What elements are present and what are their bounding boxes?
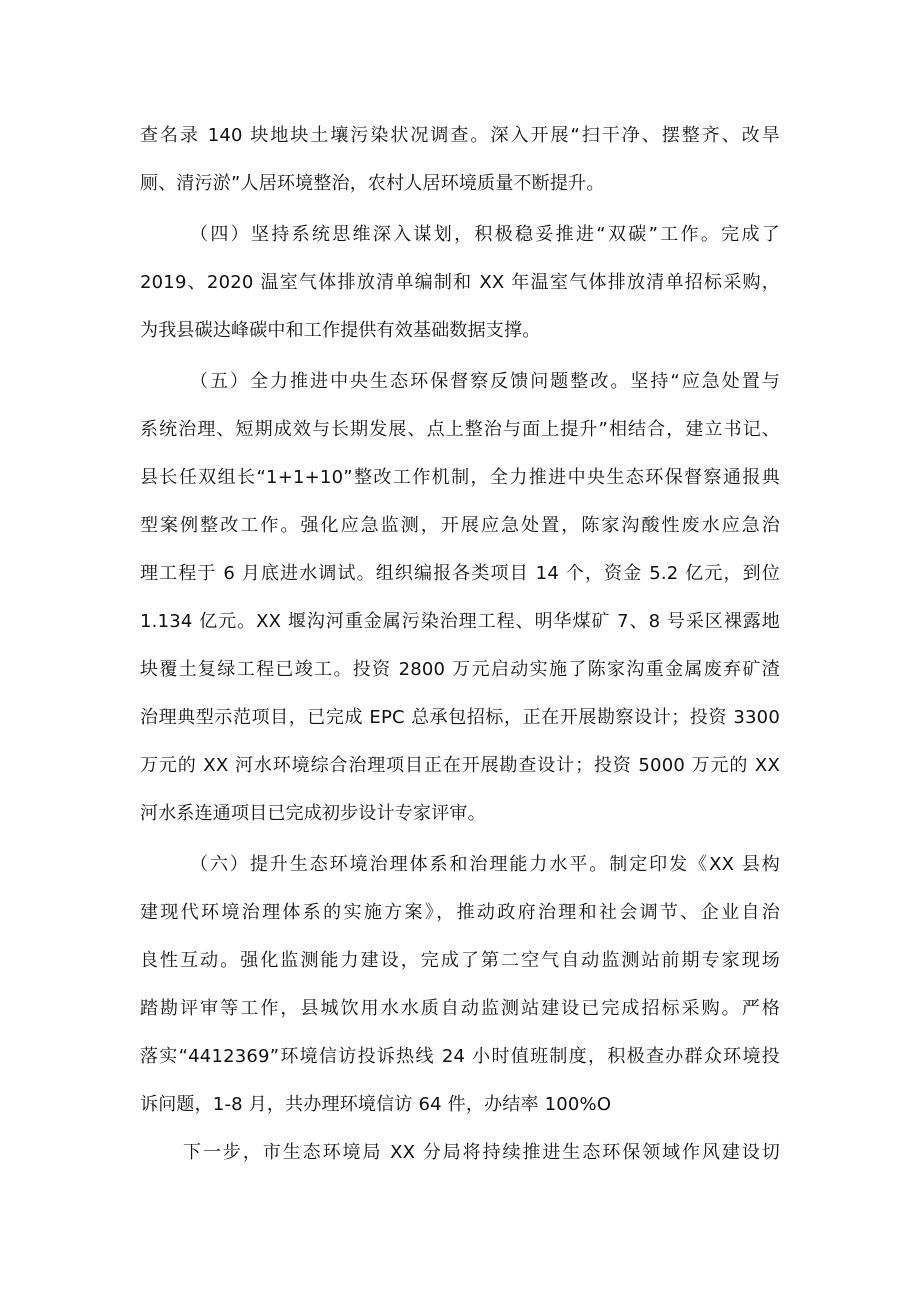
paragraph-line: 河水系连通项目已完成初步设计专家评审。 bbox=[140, 803, 486, 824]
paragraph-line: 型案例整改工作。强化应急监测，开展应急处置，陈家沟酸性废水应急治 bbox=[140, 515, 780, 536]
paragraph-line: 下一步，市生态环境局 XX 分局将持续推进生态环保领域作风建设切 bbox=[183, 1142, 780, 1163]
paragraph-line: 1.134 亿元。XX 堰沟河重金属污染治理工程、明华煤矿 7、8 号采区裸露地 bbox=[140, 611, 780, 632]
paragraph-line: 理工程于 6 月底进水调试。组织编报各类项目 14 个，资金 5.2 亿元，到位 bbox=[140, 563, 780, 584]
paragraph-line: 系统治理、短期成效与长期发展、点上整治与面上提升”相结合，建立书记、 bbox=[140, 419, 780, 440]
paragraph-line: 块覆土复绿工程已竣工。投资 2800 万元启动实施了陈家沟重金属废弃矿渣 bbox=[140, 659, 780, 680]
paragraph-line: 万元的 XX 河水环境综合治理项目正在开展勘查设计；投资 5000 万元的 XX bbox=[140, 755, 780, 776]
paragraph-line: （四）坚持系统思维深入谋划，积极稳妥推进“双碳”工作。完成了 bbox=[190, 224, 780, 245]
paragraph-line: 厕、清污淤”人居环境整治，农村人居环境质量不断提升。 bbox=[140, 173, 605, 194]
paragraph-line: 踏勘评审等工作，县城饮用水水质自动监测站建设已完成招标采购。严格 bbox=[140, 998, 780, 1019]
paragraph-line: 2019、2020 温室气体排放清单编制和 XX 年温室气体排放清单招标采购， bbox=[140, 272, 780, 293]
paragraph-line: 落实“4412369”环境信访投诉热线 24 小时值班制度，积极查办群众环境投 bbox=[140, 1046, 780, 1067]
paragraph-line: 查名录 140 块地块土壤污染状况调查。深入开展“扫干净、摆整齐、改旱 bbox=[140, 125, 780, 146]
paragraph-line: （五）全力推进中央生态环保督察反馈问题整改。坚持“应急处置与 bbox=[190, 371, 780, 392]
paragraph-line: 建现代环境治理体系的实施方案》，推动政府治理和社会调节、企业自治 bbox=[140, 902, 780, 923]
paragraph-line: 县长任双组长“1+1+10”整改工作机制，全力推进中央生态环保督察通报典 bbox=[140, 467, 780, 488]
paragraph-line: （六）提升生态环境治理体系和治理能力水平。制定印发《XX 县构 bbox=[190, 854, 780, 875]
paragraph-line: 良性互动。强化监测能力建设，完成了第二空气自动监测站前期专家现场 bbox=[140, 950, 780, 971]
paragraph-line: 治理典型示范项目，已完成 EPC 总承包招标，正在开展勘察设计；投资 3300 bbox=[140, 707, 780, 728]
paragraph-line: 诉问题，1-8 月，共办理环境信访 64 件，办结率 100%O bbox=[140, 1094, 612, 1115]
paragraph-line: 为我县碳达峰碳中和工作提供有效基础数据支撑。 bbox=[140, 320, 541, 341]
